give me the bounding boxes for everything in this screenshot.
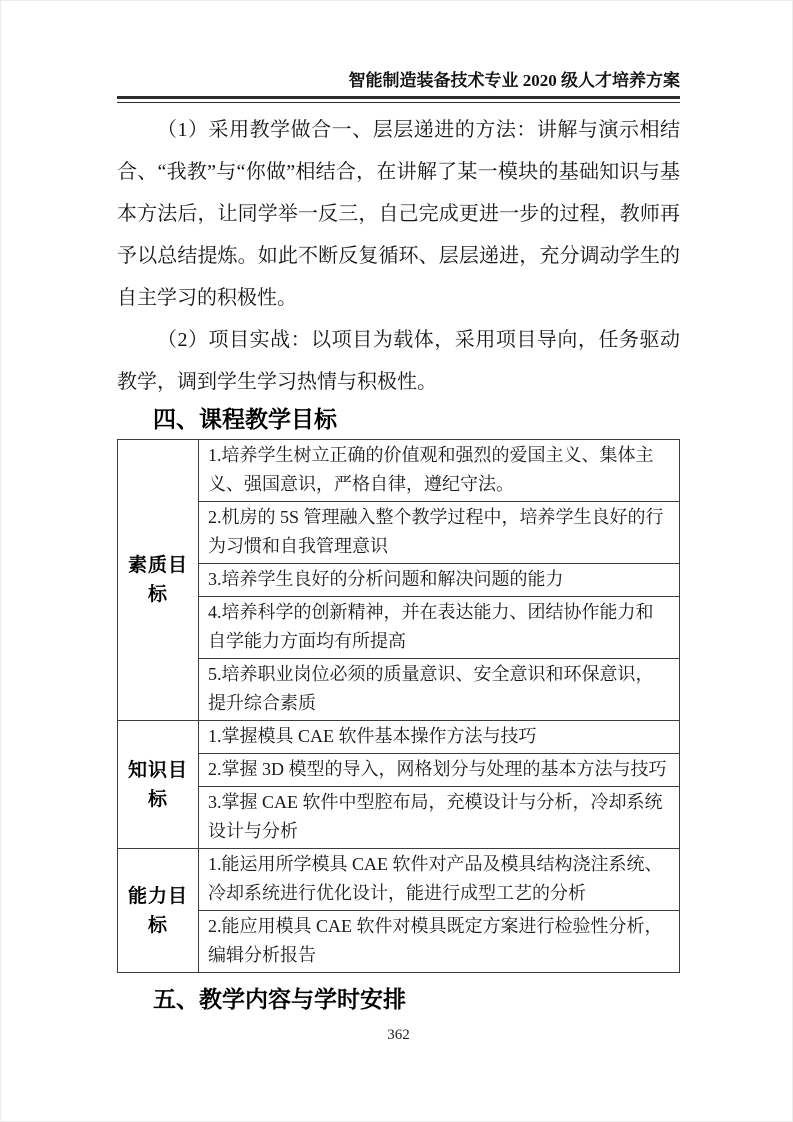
section-heading-teaching-content: 五、教学内容与学时安排 [153, 986, 406, 1012]
objective-item: 2.掌握 3D 模型的导入，网格划分与处理的基本方法与技巧 [199, 754, 680, 787]
objective-item: 2.机房的 5S 管理融入整个教学过程中，培养学生良好的行为习惯和自我管理意识 [199, 502, 680, 564]
table-row [118, 597, 680, 659]
paragraph-teaching-method: （1）采用教学做合一、层层递进的方法：讲解与演示相结合、“我教”与“你做”相结合，在讲解了某一模块的基础知识与基本方法后，让同学举一反三，自己完成更进一步的过程，教师再予以总结提炼。如此不断反复循环、层层递进，充分调动学生的自主学习的积极性。 [117, 119, 680, 309]
body-text [117, 109, 680, 403]
header-divider-rule [117, 96, 680, 103]
table-row [118, 849, 680, 911]
section-heading-course-objectives: 四、课程教学目标 [153, 406, 337, 432]
table-row [118, 787, 680, 849]
objectives-table [117, 439, 680, 973]
objective-item: 4.培养科学的创新精神，并在表达能力、团结协作能力和自学能力方面均有所提高 [199, 597, 680, 659]
paragraph-project-practice: （2）项目实战：以项目为载体，采用项目导向，任务驱动教学，调到学生学习热情与积极性。 [117, 329, 680, 393]
objective-item: 3.培养学生良好的分析问题和解决问题的能力 [199, 564, 680, 597]
group-label-knowledge: 知识目标 [118, 721, 199, 849]
group-label-ability: 能力目标 [118, 849, 199, 973]
page-number: 362 [387, 1027, 410, 1043]
table-row [118, 721, 680, 754]
objective-item: 2.能应用模具 CAE 软件对模具既定方案进行检验性分析，编辑分析报告 [199, 911, 680, 973]
document-header-title: 智能制造装备技术专业 2020 级人才培养方案 [348, 71, 680, 90]
objective-item: 1.培养学生树立正确的价值观和强烈的爱国主义、集体主义、强国意识，严格自律，遵纪守法。 [199, 440, 680, 502]
table-row [118, 659, 680, 721]
table-row [118, 440, 680, 502]
objective-item: 1.掌握模具 CAE 软件基本操作方法与技巧 [199, 721, 680, 754]
objective-item: 5.培养职业岗位必须的质量意识、安全意识和环保意识，提升综合素质 [199, 659, 680, 721]
table-row [118, 754, 680, 787]
table-row [118, 911, 680, 973]
objective-item: 1.能运用所学模具 CAE 软件对产品及模具结构浇注系统、冷却系统进行优化设计，能进行成型工艺的分析 [199, 849, 680, 911]
group-label-quality: 素质目标 [118, 440, 199, 721]
table-row [118, 502, 680, 564]
objective-item: 3.掌握 CAE 软件中型腔布局，充模设计与分析，冷却系统设计与分析 [199, 787, 680, 849]
page-content [117, 1, 680, 1044]
table-row [118, 564, 680, 597]
